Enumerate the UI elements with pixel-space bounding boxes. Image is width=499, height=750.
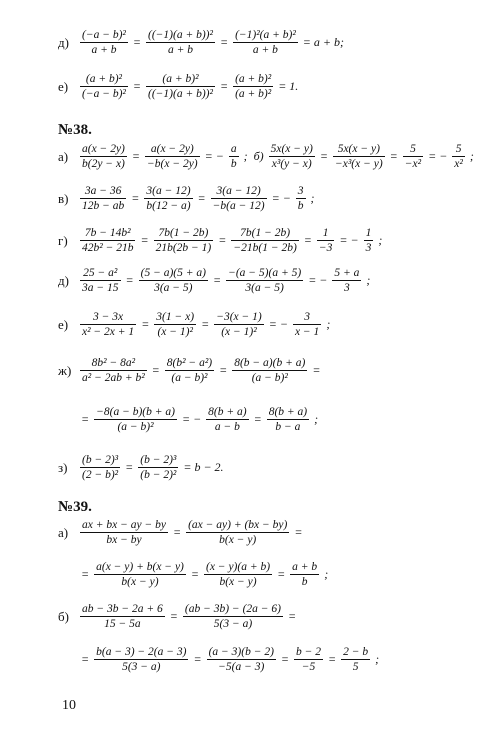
numerator: a(x − 2y) <box>145 142 200 157</box>
operator-text: = <box>303 233 312 248</box>
numerator: 5 + a <box>332 266 361 281</box>
operator-text: = − <box>428 149 448 164</box>
numerator: ab − 3b − 2a + 6 <box>80 602 165 617</box>
numerator: (x − y)(a + b) <box>204 560 272 575</box>
denominator: (−a − b)² <box>82 88 126 101</box>
fraction <box>154 226 214 256</box>
fraction <box>80 356 147 386</box>
fraction <box>80 72 128 102</box>
operator-text: = <box>212 273 222 288</box>
fraction <box>207 645 276 675</box>
denominator: a + b <box>252 44 278 57</box>
operator-text: = <box>125 273 134 288</box>
row-d38 <box>58 266 373 296</box>
item-label: б) <box>58 608 69 624</box>
operator-text: = 1. <box>278 79 299 94</box>
fraction <box>452 142 465 172</box>
operator-text: = − <box>339 233 359 248</box>
numerator: a(x − 2y) <box>80 142 127 157</box>
fraction <box>364 226 374 256</box>
denominator: a + b <box>167 44 193 57</box>
denominator: 5 <box>352 661 359 674</box>
fraction <box>80 28 128 58</box>
item-label: ж) <box>58 362 72 378</box>
denominator: x² <box>454 158 463 171</box>
operator-text: = <box>201 317 210 332</box>
numerator: (−a − b)² <box>80 28 128 43</box>
numerator: a <box>229 142 239 157</box>
operator-text: = <box>81 567 90 582</box>
operator-text: = <box>131 149 140 164</box>
row-e38 <box>58 310 333 340</box>
fraction <box>80 453 120 483</box>
item-label: е) <box>58 316 69 332</box>
row-a39b <box>58 560 331 590</box>
numerator: a(x − y) + b(x − y) <box>94 560 186 575</box>
fraction <box>232 356 307 386</box>
fraction <box>80 184 126 214</box>
operator-text: = − <box>308 273 328 288</box>
denominator: −x³(x − y) <box>334 158 383 171</box>
denominator: −3 <box>318 242 333 255</box>
row-zh38a <box>58 356 323 386</box>
numerator: b − 2 <box>294 645 323 660</box>
operator-text: = <box>169 609 178 624</box>
fraction <box>80 226 135 256</box>
numerator: ax + bx − ay − by <box>80 518 168 533</box>
numerator: 7b(1 − 2b) <box>231 226 298 241</box>
fraction <box>138 453 178 483</box>
denominator: x² − 2x + 1 <box>82 326 135 339</box>
fraction <box>341 645 370 675</box>
operator-text: = a + b; <box>302 35 344 50</box>
numerator: (−1)²(a + b)² <box>233 28 298 43</box>
fraction <box>267 405 309 435</box>
numerator: −(a − 5)(a + 5) <box>226 266 303 281</box>
denominator: a² − 2ab + b² <box>82 372 145 385</box>
fraction <box>183 602 283 632</box>
item-label: д) <box>58 272 69 288</box>
fraction <box>294 645 323 675</box>
denominator: (a − b)² <box>117 421 154 434</box>
fraction <box>214 310 264 340</box>
operator-text: б) <box>253 149 264 164</box>
operator-text: = <box>81 412 90 427</box>
denominator: 3(a − 5) <box>154 282 193 295</box>
numerator: 3a − 36 <box>80 184 126 199</box>
item-label: г) <box>58 232 68 248</box>
numerator: (a + b)² <box>80 72 128 87</box>
denominator: −b(x − 2y) <box>147 158 198 171</box>
fraction <box>94 405 177 435</box>
denominator: b <box>301 576 308 589</box>
heading-38: №38. <box>58 122 92 138</box>
denominator: 3a − 15 <box>82 282 119 295</box>
numerator: −8(a − b)(b + a) <box>94 405 177 420</box>
denominator: b <box>297 200 304 213</box>
denominator: 15 − 5a <box>104 618 141 631</box>
row-a38 <box>58 142 477 172</box>
numerator: 5 <box>452 142 465 157</box>
fraction <box>296 184 306 214</box>
fraction <box>80 310 136 340</box>
operator-text: ; <box>324 567 329 582</box>
numerator: 3(a − 12) <box>144 184 192 199</box>
operator-text: ; <box>326 317 331 332</box>
numerator: (a + b)² <box>233 72 273 87</box>
numerator: b(a − 3) − 2(a − 3) <box>94 645 188 660</box>
fraction <box>333 142 385 172</box>
numerator: 5 <box>403 142 423 157</box>
operator-text: = <box>218 233 227 248</box>
fraction <box>80 518 168 548</box>
numerator: 3(1 − x) <box>154 310 196 325</box>
denominator: ((−1)(a + b))² <box>148 88 213 101</box>
numerator: 8(b² − a²) <box>165 356 214 371</box>
operator-text: = <box>389 149 398 164</box>
denominator: b(12 − a) <box>146 200 191 213</box>
operator-text: = <box>172 525 182 540</box>
row-zh38b <box>58 405 321 435</box>
operator-text: = − <box>271 191 291 206</box>
fraction <box>233 72 273 102</box>
denominator: (b − 2)² <box>140 469 177 482</box>
fraction <box>293 310 321 340</box>
denominator: a − b <box>214 421 240 434</box>
row-v38 <box>58 184 318 214</box>
numerator: 8b² − 8a² <box>80 356 147 371</box>
row-g38 <box>58 226 385 256</box>
fraction <box>229 142 239 172</box>
numerator: 5x(x − y) <box>333 142 385 157</box>
row-d1 <box>58 28 347 58</box>
denominator: −5 <box>301 661 316 674</box>
operator-text: = <box>319 149 328 164</box>
numerator: 8(b + a) <box>267 405 309 420</box>
denominator: (a − b)² <box>171 372 208 385</box>
item-label: з) <box>58 459 68 475</box>
row-a39a <box>58 518 305 548</box>
numerator: 7b − 14b² <box>80 226 135 241</box>
operator-text: ; <box>243 149 248 164</box>
operator-text: = <box>219 35 229 50</box>
denominator: 12b − ab <box>82 200 125 213</box>
operator-text: = <box>294 525 303 540</box>
denominator: 5(3 − a) <box>213 618 253 631</box>
numerator: 1 <box>317 226 335 241</box>
operator-text: = <box>131 191 140 206</box>
item-label: а) <box>58 148 69 164</box>
denominator: bx − by <box>106 534 142 547</box>
numerator: a + b <box>290 560 319 575</box>
numerator: (a − 3)(b − 2) <box>207 645 276 660</box>
numerator: 3 − 3x <box>80 310 136 325</box>
numerator: (5 − a)(5 + a) <box>139 266 208 281</box>
denominator: 21b(2b − 1) <box>155 242 212 255</box>
fraction <box>146 72 215 102</box>
fraction <box>233 28 298 58</box>
denominator: x − 1 <box>294 326 320 339</box>
operator-text: = <box>253 412 262 427</box>
fraction <box>139 266 208 296</box>
denominator: 3(a − 5) <box>245 282 284 295</box>
fraction <box>332 266 361 296</box>
operator-text: = − <box>268 317 288 332</box>
denominator: b(2y − x) <box>82 158 125 171</box>
operator-text: = <box>197 191 206 206</box>
denominator: 5(3 − a) <box>122 661 161 674</box>
heading-39: №39. <box>58 499 92 515</box>
fraction <box>80 602 165 632</box>
numerator: 25 − a² <box>80 266 121 281</box>
item-label: е) <box>58 78 69 94</box>
item-label: в) <box>58 190 69 206</box>
denominator: (x − 1)² <box>157 326 193 339</box>
operator-text: ; <box>469 149 474 164</box>
fraction <box>165 356 214 386</box>
denominator: −21b(1 − 2b) <box>233 242 297 255</box>
numerator: 8(b − a)(b + a) <box>232 356 307 371</box>
denominator: 42b² − 21b <box>82 242 134 255</box>
fraction <box>226 266 303 296</box>
operator-text: = <box>151 363 160 378</box>
numerator: (ab − 3b) − (2a − 6) <box>183 602 283 617</box>
fraction <box>145 142 200 172</box>
denominator: b − a <box>275 421 301 434</box>
row-b39b <box>58 645 382 675</box>
fraction <box>231 226 298 256</box>
denominator: (x − 1)² <box>221 326 257 339</box>
denominator: −5(a − 3) <box>218 661 265 674</box>
operator-text: = <box>312 363 321 378</box>
fraction <box>80 266 121 296</box>
fraction <box>80 142 127 172</box>
operator-text: = <box>219 363 228 378</box>
operator-text: ; <box>314 412 319 427</box>
denominator: b(x − y) <box>121 576 159 589</box>
numerator: 3 <box>293 310 321 325</box>
denominator: b <box>230 158 237 171</box>
fraction <box>317 226 335 256</box>
numerator: ((−1)(a + b))² <box>146 28 215 43</box>
operator-text: = <box>132 79 141 94</box>
fraction <box>211 184 267 214</box>
fraction <box>206 405 248 435</box>
denominator: 3 <box>365 242 372 255</box>
item-label: а) <box>58 524 69 540</box>
operator-text: ; <box>366 273 371 288</box>
denominator: b(x − y) <box>219 576 257 589</box>
operator-text: = <box>132 35 141 50</box>
denominator: −x² <box>404 158 422 171</box>
numerator: (a + b)² <box>146 72 215 87</box>
numerator: (b − 2)³ <box>80 453 120 468</box>
numerator: 7b(1 − 2b) <box>154 226 214 241</box>
operator-text: = <box>277 567 286 582</box>
fraction <box>290 560 319 590</box>
numerator: (b − 2)³ <box>138 453 178 468</box>
operator-text: = b − 2. <box>183 460 224 475</box>
fraction <box>269 142 315 172</box>
numerator: 2 − b <box>341 645 370 660</box>
operator-text: = <box>141 317 150 332</box>
fraction <box>154 310 196 340</box>
fraction <box>94 645 188 675</box>
numerator: −3(x − 1) <box>214 310 264 325</box>
operator-text: = <box>190 567 199 582</box>
operator-text: ; <box>375 652 380 667</box>
operator-text: = <box>219 79 229 94</box>
operator-text: = <box>280 652 290 667</box>
operator-text: = <box>81 652 90 667</box>
operator-text: = <box>288 609 297 624</box>
denominator: (2 − b)² <box>82 469 119 482</box>
operator-text: = <box>125 460 134 475</box>
denominator: b(x − y) <box>219 534 257 547</box>
fraction <box>94 560 186 590</box>
row-z38 <box>58 453 227 483</box>
operator-text: = − <box>181 412 202 427</box>
denominator: x³(y − x) <box>271 158 312 171</box>
denominator: a + b <box>91 44 117 57</box>
operator-text: = <box>140 233 149 248</box>
numerator: 5x(x − y) <box>269 142 315 157</box>
row-b39a <box>58 602 299 632</box>
numerator: 3(a − 12) <box>211 184 267 199</box>
item-label: д) <box>58 34 69 50</box>
denominator: 3 <box>344 282 350 295</box>
operator-text: = <box>328 652 337 667</box>
numerator: 3 <box>296 184 306 199</box>
fraction <box>204 560 272 590</box>
denominator: (a + b)² <box>235 88 272 101</box>
fraction <box>144 184 192 214</box>
operator-text: = <box>193 652 202 667</box>
numerator: (ax − ay) + (bx − by) <box>186 518 289 533</box>
fraction <box>403 142 423 172</box>
denominator: −b(a − 12) <box>212 200 265 213</box>
fraction <box>186 518 289 548</box>
operator-text: = − <box>204 149 224 164</box>
row-e1 <box>58 72 301 102</box>
denominator: (a − b)² <box>251 372 288 385</box>
page-number: 10 <box>62 698 76 713</box>
numerator: 8(b + a) <box>206 405 248 420</box>
numerator: 1 <box>364 226 374 241</box>
operator-text: ; <box>378 233 383 248</box>
fraction <box>146 28 215 58</box>
operator-text: ; <box>310 191 315 206</box>
